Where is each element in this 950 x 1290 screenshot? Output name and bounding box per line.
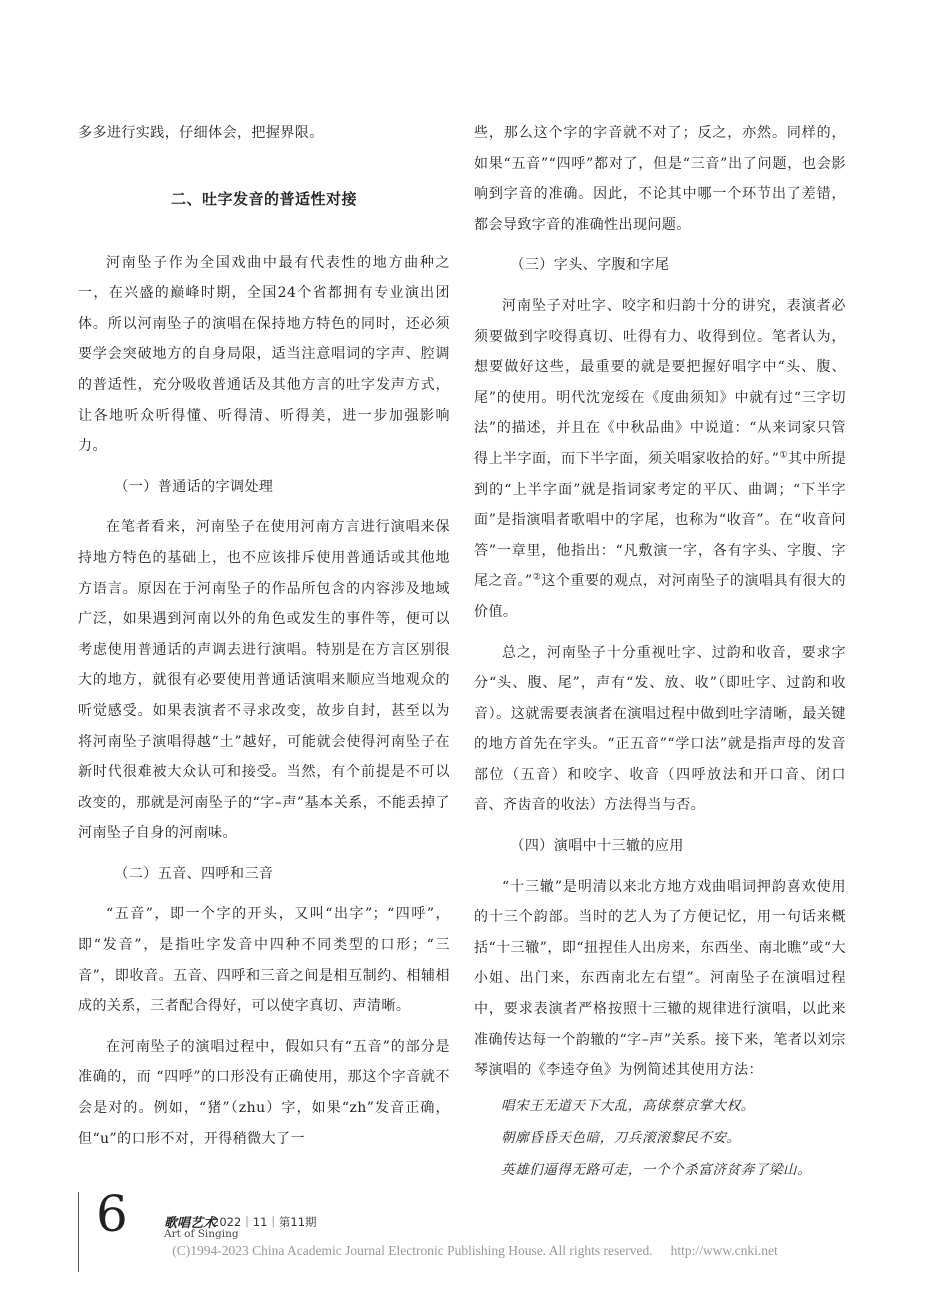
journal-title-cn: 歌唱艺术 — [164, 1216, 217, 1231]
section-heading: 二、吐字发音的普适性对接 — [170, 189, 357, 208]
zitou-text-a: 河南坠子对吐字、咬字和归韵十分的讲究，表演者必须要做到字咬得真切、吐得有力、收得到位。笔者认为，想要做好这些，最重要的就是要把握好唱字中“头、腹、尾”的使用。明代沈宠绥在《度曲须知》中就有过“三字切法”的描述，并且在《中秋品曲》中说道：“从来词家只管得上半字面，而下半字面，须关唱家收拾的好。” — [474, 297, 846, 467]
paragraph-zitou — [474, 291, 846, 628]
paragraph-intro: 多多进行实践，仔细体会，把握界限。 — [78, 125, 324, 141]
cnki-link[interactable]: http://www.cnki.net — [670, 1243, 778, 1258]
footnote-ref-1[interactable]: ① — [779, 450, 788, 461]
verse-line: 唱宋王无道天下大乱，高俅蔡京掌大权。 — [501, 1097, 755, 1114]
right-column — [474, 118, 846, 1192]
zitou-text-c: 这个重要的观点，对河南坠子的演唱具有很大的价值。 — [474, 573, 846, 620]
paragraph-shisanzhe: “十三辙”是明清以来北方地方戏曲唱词押韵喜欢使用的十三个韵部。当时的艺人为了方便记忆，用一句话来概括“十三辙”，即“扭捏佳人出房来，东西坐、南北瞧”或“大小姐、出门来，东西南北左右望”。河南坠子在演唱过程中，要求表演者严格按照十三辙的规律进行演唱，以此来准确传达每一个韵辙的“字–声”关系。接下来，笔者以刘宗琴演唱的《李逵夺鱼》为例简述其使用方法： — [474, 878, 846, 1079]
copyright-line — [0, 1243, 950, 1259]
footnote-ref-2[interactable]: ② — [532, 572, 542, 583]
issue-info: 2022｜11｜第11期 — [212, 1215, 317, 1229]
verse-line: 英雄们逼得无路可走，一个个杀富济贫奔了梁山。 — [501, 1161, 812, 1178]
subheading-shisanzhe: （四）演唱中十三辙的应用 — [510, 838, 684, 855]
paragraph-continued: 些，那么这个字的字音就不对了；反之，亦然。同样的，如果“五音”“四呼”都对了，但是“三音”出了问题，也会影响到字音的准确。因此，不论其中哪一个环节出了差错，都会导致字音的准确性出现问题。 — [474, 125, 846, 233]
page-footer — [78, 1185, 878, 1272]
verse-line: 朝廓昏昏天色暗，刀兵滚滚黎民不安。 — [501, 1129, 741, 1146]
page-number: 6 — [96, 1185, 128, 1243]
paragraph-summary: 总之，河南坠子十分重视吐字、过韵和收音，要求字分“头、腹、尾”，声有“发、放、收”（即吐字、过韵和收音）。这就需要表演者在演唱过程中做到吐字清晰，最关键的地方首先在字头。“正五音”“学口法”就是指声母的发音部位（五音）和咬字、收音（四呼放法和开口音、闭口音、齐齿音的收法）方法得当与否。 — [474, 644, 846, 814]
paragraph-henan-zhuizi: 河南坠子作为全国戏曲中最有代表性的地方曲种之一，在兴盛的巅峰时期，全国24个省都拥有专业演出团体。所以河南坠子的演唱在保持地方特色的同时，还必须要学会突破地方的自身局限，适当注意唱词的字声、腔调的普适性，充分吸收普通话及其他方言的吐字发声方式，让各地听众听得懂、听得清、听得美，进一步加强影响力。 — [78, 254, 450, 455]
copyright-text: (C)1994-2023 China Academic Journal Electronic Publishing House. All rights reserved. — [172, 1243, 653, 1258]
zitou-text-b: 其中所提到的“上半字面”就是指词家考定的平仄、曲调；“下半字面”是指演唱者歌唱中的字尾，也称为“收音”。在“收音问答”一章里，他指出：“凡敷演一字，各有字头、字腹、字尾之音。” — [474, 450, 846, 590]
subheading-zitou: （三）字头、字腹和字尾 — [510, 257, 670, 274]
journal-title-en: Art of Singing — [164, 1228, 239, 1240]
subheading-putonghua: （一）普通话的字调处理 — [114, 478, 274, 495]
subheading-wuyin: （二）五音、四呼和三音 — [114, 865, 274, 882]
paragraph-example: 在河南坠子的演唱过程中，假如只有“五音”的部分是准确的，而 “四呼”的口形没有正确使用，那这个字音就不会是对的。例如，“猪”（zhu）字，如果“zh”发音正确，但“u”的口形不对，开得稍微大了一 — [78, 1038, 450, 1147]
left-column — [78, 118, 450, 1164]
footer-rule — [78, 1192, 79, 1272]
paragraph-wuyin: “五音”，即一个字的开头，又叫“出字”；“四呼”，即“发音”，是指吐字发音中四种不同类型的口形；“三音”，即收音。五音、四呼和三音之间是相互制约、相辅相成的关系，三者配合得好，可以使字真切、声清晰。 — [78, 906, 450, 1015]
paragraph-putonghua: 在笔者看来，河南坠子在使用河南方言进行演唱来保持地方特色的基础上，也不应该排斥使用普通话或其他地方语言。原因在于河南坠子的作品所包含的内容涉及地域广泛，如果遇到河南以外的角色或发生的事件等，便可以考虑使用普通话的声调去进行演唱。特别是在方言区别很大的地方，就很有必要使用普通话演唱来顺应当地观众的听觉感受。如果表演者不寻求改变，故步自封，甚至以为将河南坠子演唱得越“土”越好，可能就会使得河南坠子在新时代很难被大众认可和接受。当然，有个前提是不可以改变的，那就是河南坠子的“字–声”基本关系，不能丢掉了河南坠子自身的河南味。 — [78, 519, 450, 842]
